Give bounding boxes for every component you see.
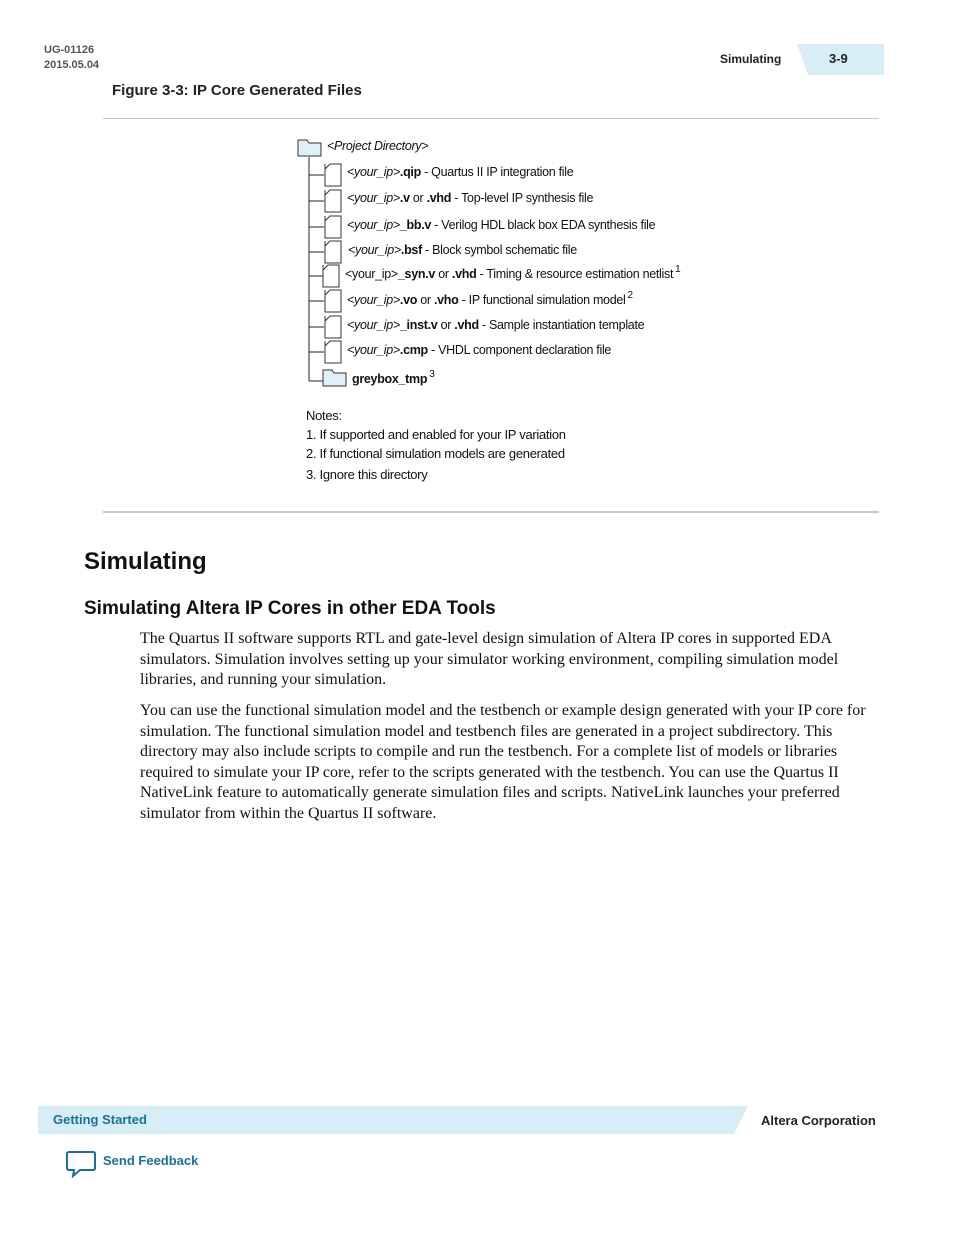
subsection-title: Simulating Altera IP Cores in other EDA Tools xyxy=(84,598,496,619)
file-icon xyxy=(325,164,341,186)
file-icon xyxy=(325,316,341,338)
figure-caption: Figure 3-3: IP Core Generated Files xyxy=(112,82,362,99)
notes-title: Notes: xyxy=(306,408,342,423)
section-title: Simulating xyxy=(84,548,207,575)
footnote-ref: 3 xyxy=(429,369,435,380)
footer-company: Altera Corporation xyxy=(761,1113,876,1128)
tree-connectors xyxy=(309,157,324,381)
header-section-name: Simulating xyxy=(720,52,782,66)
file-icon xyxy=(325,216,341,238)
body-paragraph: The Quartus II software supports RTL and gate-level design simulation of Altera IP cores in supported EDA simulators. Simulation involves setting up your simulator working environment, compiling simulation model libraries, and running your simulation. xyxy=(140,630,839,688)
file-icon xyxy=(325,341,341,363)
doc-date: 2015.05.04 xyxy=(44,59,100,71)
root-folder-icon xyxy=(298,140,321,156)
send-feedback-link[interactable]: Send Feedback xyxy=(103,1153,199,1168)
file-entry: <your_ip>.v or .vhd - Top-level IP synthesis file xyxy=(347,191,594,205)
file-icon xyxy=(323,265,339,287)
footnote-ref: 2 xyxy=(627,290,633,301)
doc-id-block xyxy=(44,43,99,73)
file-icon xyxy=(325,241,341,263)
note-item: 2. If functional simulation models are generated xyxy=(306,446,565,461)
header-page-number: 3-9 xyxy=(829,51,848,66)
root-folder-label: <Project Directory> xyxy=(327,139,429,153)
file-entry: <your_ip>.cmp - VHDL component declaration file xyxy=(347,343,612,357)
feedback-bubble-icon[interactable] xyxy=(66,1150,96,1178)
file-entry: <your_ip>.qip - Quartus II IP integration file xyxy=(347,165,574,179)
file-icon xyxy=(325,190,341,212)
file-entry: <your_ip>.bsf - Block symbol schematic file xyxy=(348,243,577,257)
figure-bottom-rule xyxy=(103,511,879,513)
note-item: 1. If supported and enabled for your IP variation xyxy=(306,427,566,442)
body-paragraph: You can use the functional simulation model and the testbench or example design generated with your IP core for simulation. The functional simulation model and testbench files are generated in a project subdirectory. This directory may also include scripts to compile and run the testbench. For a complete list of models or libraries required to simulate your IP core, refer to the scripts generated with the testbench. You can use the Quartus II NativeLink feature to automatically generate simulation files and scripts. NativeLink launches your preferred simulator from within the Quartus II software. xyxy=(140,702,866,822)
file-entry: <your_ip>.vo or .vho - IP functional simulation model $^2$ xyxy=(347,290,633,307)
doc-id: UG-01126 xyxy=(44,44,95,56)
greybox-folder-icon xyxy=(323,370,346,386)
file-entry: <your_ip>_bb.v - Verilog HDL black box EDA synthesis file xyxy=(347,218,656,232)
file-entry: <your_ip>_syn.v or .vhd - Timing & resource estimation netlist $^1$ xyxy=(345,264,681,281)
file-icon xyxy=(325,290,341,312)
footnote-ref: 1 xyxy=(675,264,681,275)
footer-getting-started-link[interactable]: Getting Started xyxy=(53,1112,147,1127)
subfolder-entry: greybox_tmp $^3$ xyxy=(352,369,435,386)
figure-top-rule xyxy=(103,118,879,119)
note-item: 3. Ignore this directory xyxy=(306,467,428,482)
file-entry: <your_ip>_inst.v or .vhd - Sample instantiation template xyxy=(347,318,645,332)
